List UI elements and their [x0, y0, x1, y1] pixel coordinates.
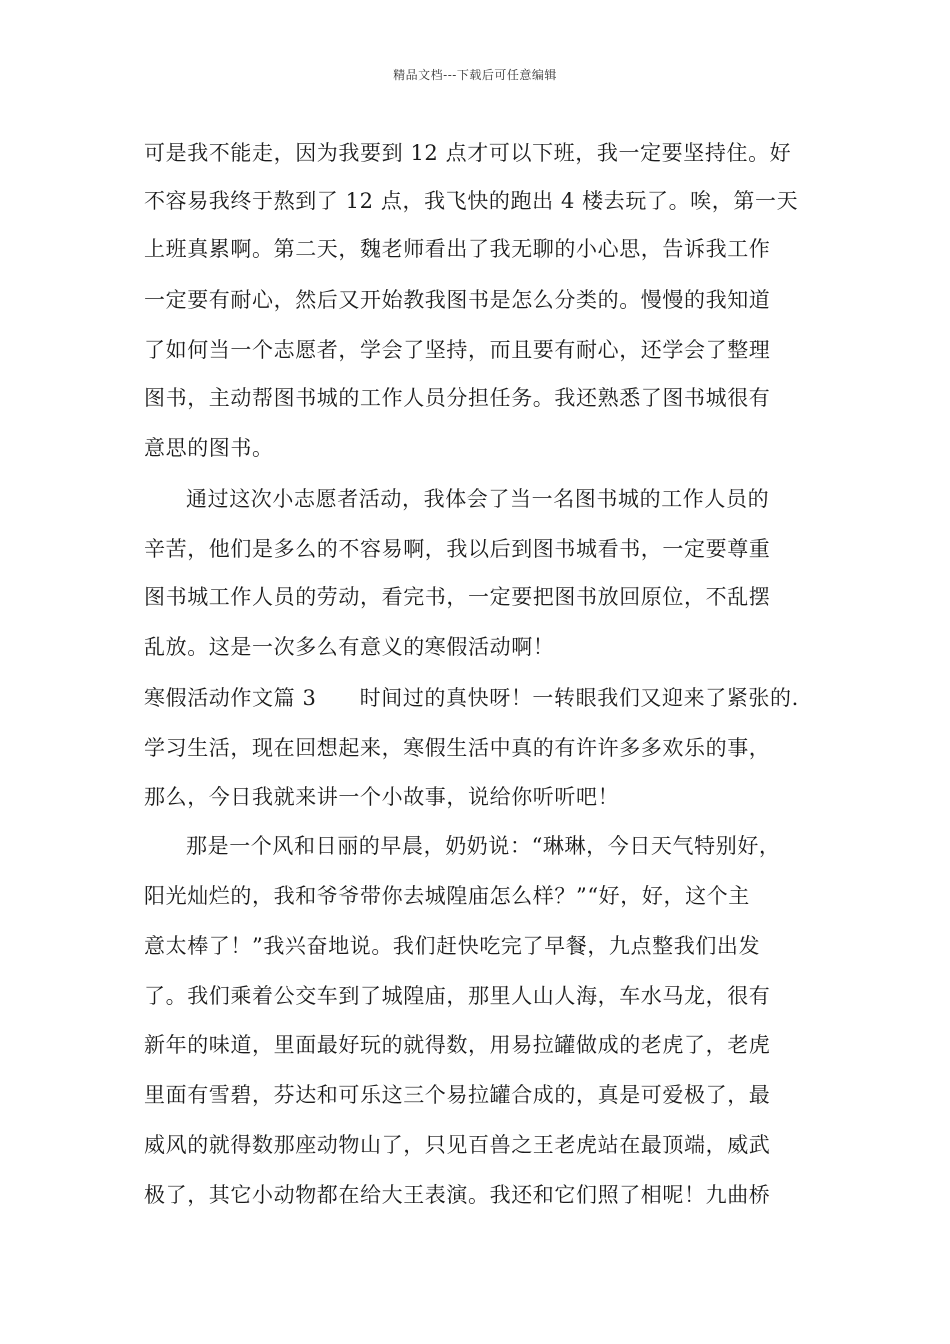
page-header: 精品文档---下载后可任意编辑 [393, 68, 557, 82]
text-line: 意思的图书。 [144, 436, 274, 460]
text-line: 威风的就得数那座动物山了，只见百兽之王老虎站在最顶端，威武 [144, 1133, 771, 1157]
text-line: 那么，今日我就来讲一个小故事，说给你听听吧！ [144, 785, 620, 809]
text-line: 阳光灿烂的，我和爷爷带你去城隍庙怎么样？”“好，好，这个主 [144, 884, 750, 908]
text-line: 里面有雪碧，芬达和可乐这三个易拉罐合成的，真是可爱极了，最 [144, 1083, 771, 1107]
text-line: 学习生活，现在回想起来，寒假生活中真的有许许多多欢乐的事， [144, 736, 771, 760]
text-line: 那是一个风和日丽的早晨，奶奶说：“琳琳，今日天气特别好， [186, 834, 781, 858]
text-line: 辛苦，他们是多么的不容易啊，我以后到图书城看书，一定要尊重 [144, 537, 771, 561]
text-line: 新年的味道，里面最好玩的就得数，用易拉罐做成的老虎了，老虎 [144, 1033, 771, 1057]
text-line: 乱放。这是一次多么有意义的寒假活动啊！ [144, 635, 555, 659]
text-line: 意太棒了！”我兴奋地说。我们赶快吃完了早餐，九点整我们出发 [144, 934, 761, 958]
text-line: 图书，主动帮图书城的工作人员分担任务。我还熟悉了图书城很有 [144, 386, 771, 410]
text-line: 极了，其它小动物都在给大王表演。我还和它们照了相呢！九曲桥 [144, 1183, 771, 1207]
text-line: 了。我们乘着公交车到了城隍庙，那里人山人海，车水马龙，很有 [144, 984, 771, 1008]
text-line: 图书城工作人员的劳动，看完书，一定要把图书放回原位，不乱摆 [144, 585, 771, 609]
text-line: 可是我不能走，因为我要到 12 点才可以下班，我一定要坚持住。好 [144, 141, 792, 165]
text-line: 通过这次小志愿者活动，我体会了当一名图书城的工作人员的 [186, 487, 770, 511]
section-heading-line: 寒假活动作文篇 3 时间过的真快呀！一转眼我们又迎来了紧张的. [144, 686, 799, 710]
text-line: 不容易我终于熬到了 12 点，我飞快的跑出 4 楼去玩了。唉，第一天 [144, 189, 799, 213]
text-line: 了如何当一个志愿者，学会了坚持，而且要有耐心，还学会了整理 [144, 338, 771, 362]
text-line: 上班真累啊。第二天，魏老师看出了我无聊的小心思，告诉我工作 [144, 237, 771, 261]
text-line: 一定要有耐心，然后又开始教我图书是怎么分类的。慢慢的我知道 [144, 288, 771, 312]
